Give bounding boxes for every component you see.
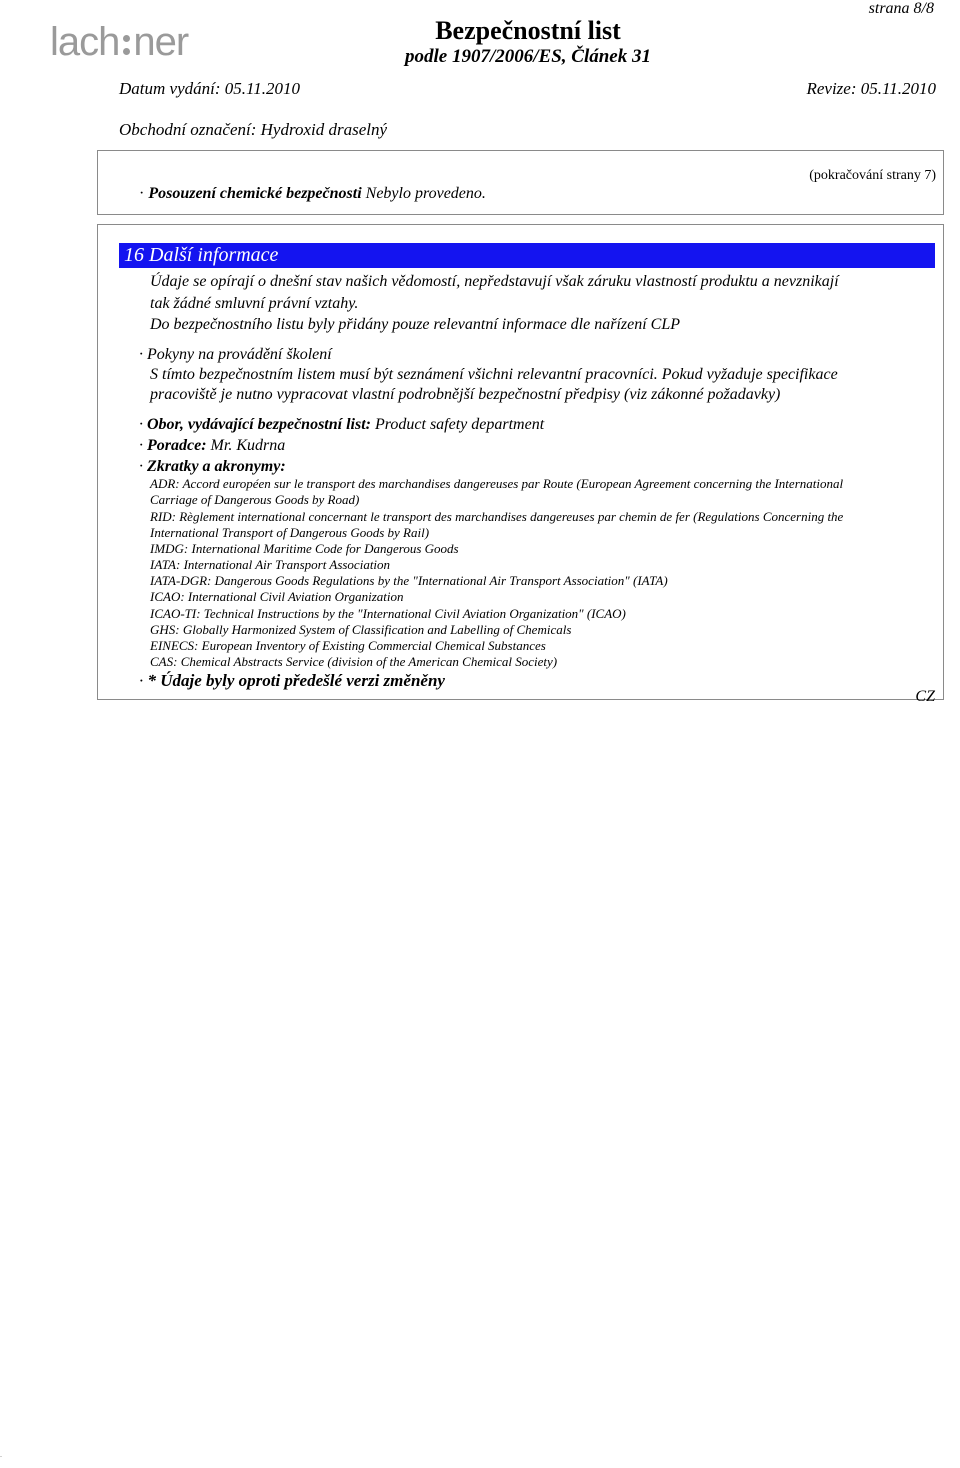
changed-data-note: · * Údaje byly oproti předešlé verzi změněny bbox=[139, 671, 445, 690]
training-line-2: pracoviště je nutno vypracovat vlastní podrobnější bezpečnostní předpisy (viz zákonné požadavky) bbox=[150, 386, 781, 403]
abbreviation-line: International Transport of Dangerous Goods by Rail) bbox=[150, 525, 430, 540]
language-code: CZ bbox=[915, 688, 935, 705]
intro-line-2: tak žádné smluvní právní vztahy. bbox=[150, 295, 359, 312]
assessment-value: Nebylo provedeno. bbox=[365, 185, 486, 202]
intro-line-1: Údaje se opírají o dnešní stav našich vědomostí, nepředstavují však záruku vlastností produktu a nevznikají bbox=[150, 273, 839, 290]
corner-mark: . bbox=[0, 1450, 2, 1459]
page-number: strana 8/8 bbox=[868, 0, 934, 17]
issue-date: Datum vydání: 05.11.2010 bbox=[119, 79, 300, 98]
abbreviation-line: ICAO-TI: Technical Instructions by the "International Civil Aviation Organization" (ICAO) bbox=[150, 606, 626, 621]
trade-name: Obchodní označení: Hydroxid draselný bbox=[119, 120, 388, 139]
abbreviations-heading: · Zkratky a akronymy: bbox=[139, 458, 286, 475]
abbreviation-line: ADR: Accord européen sur le transport des marchandises dangereuses par Route (European Agreement concerning the International bbox=[150, 476, 844, 491]
assessment-label: Posouzení chemické bezpečnosti bbox=[148, 185, 362, 202]
issuer-row: · Obor, vydávající bezpečnostní list: Product safety department bbox=[139, 416, 545, 433]
abbreviation-line: IATA-DGR: Dangerous Goods Regulations by the "International Air Transport Association" (IATA) bbox=[150, 573, 668, 588]
issuer-label: Obor, vydávající bezpečnostní list: bbox=[147, 416, 371, 433]
abbreviation-line: RID: Règlement international concernant le transport des marchandises dangereuses par chemin de fer (Regulations Concerning the bbox=[150, 509, 844, 524]
abbreviation-line: Carriage of Dangerous Goods by Road) bbox=[150, 492, 360, 507]
revision-date: Revize: 05.11.2010 bbox=[806, 79, 936, 98]
abbreviation-line: CAS: Chemical Abstracts Service (division of the American Chemical Society) bbox=[150, 654, 558, 669]
intro-line-3: Do bezpečnostního listu byly přidány pouze relevantní informace dle nařízení CLP bbox=[150, 316, 680, 333]
advisor-row: · Poradce: Mr. Kudrna bbox=[139, 437, 286, 454]
training-label: Pokyny na provádění školení bbox=[147, 346, 332, 363]
training-heading: · Pokyny na provádění školení bbox=[139, 346, 332, 363]
abbreviation-line: GHS: Globally Harmonized System of Classification and Labelling of Chemicals bbox=[150, 622, 572, 637]
abbreviation-line: EINECS: European Inventory of Existing Commercial Chemical Substances bbox=[150, 638, 546, 653]
document-title: Bezpečnostní list bbox=[435, 16, 621, 45]
changed-data-text: * Údaje byly oproti předešlé verzi změněny bbox=[147, 671, 445, 690]
advisor-value: Mr. Kudrna bbox=[210, 437, 286, 454]
abbreviation-line: ICAO: International Civil Aviation Organization bbox=[150, 589, 404, 604]
advisor-label: Poradce: bbox=[147, 437, 207, 454]
section-16-heading: 16 Další informace bbox=[119, 243, 935, 268]
logo-text-left: lach bbox=[50, 20, 120, 64]
logo-text-right: ner bbox=[133, 20, 189, 64]
abbreviations-label: Zkratky a akronymy: bbox=[147, 458, 286, 475]
training-line-1: S tímto bezpečnostním listem musí být seznámení všichni relevantní pracovníci. Pokud vyžaduje specifikace bbox=[150, 366, 838, 383]
abbreviation-line: IATA: International Air Transport Association bbox=[150, 557, 391, 572]
chemical-safety-assessment: · Posouzení chemické bezpečnosti Nebylo provedeno. bbox=[139, 185, 486, 202]
document-subtitle: podle 1907/2006/ES, Článek 31 bbox=[405, 46, 651, 67]
continuation-note: (pokračování strany 7) bbox=[809, 168, 936, 183]
issuer-value: Product safety department bbox=[374, 416, 545, 433]
abbreviation-line: IMDG: International Maritime Code for Dangerous Goods bbox=[150, 541, 459, 556]
